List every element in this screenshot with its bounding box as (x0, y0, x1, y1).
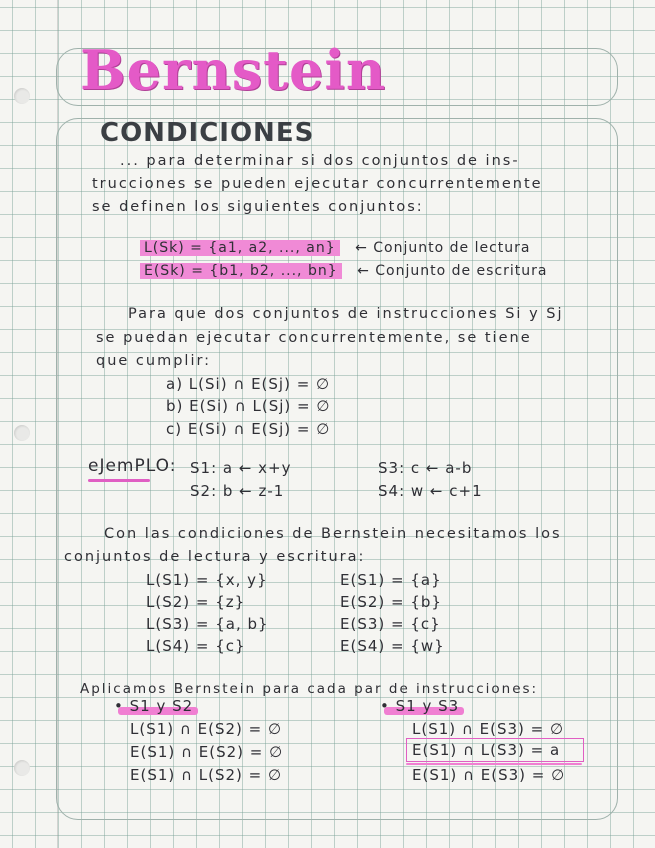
pair-line: E(S1) ∩ L(S2) = ∅ (130, 766, 283, 784)
definition-read (140, 240, 530, 256)
intro-line: trucciones se pueden ejecutar concurrentemente (92, 176, 543, 192)
intro-line: ... para determinar si dos conjuntos de ins- (120, 153, 520, 169)
para3-line: Con las condiciones de Bernstein necesitamos los (104, 526, 562, 542)
definition-formula: L(Sk) = {a1, a2, ..., an} (140, 240, 340, 256)
pair-line: L(S1) ∩ E(S2) = ∅ (130, 720, 283, 738)
pair-label: • S1 y S3 (380, 697, 460, 715)
instruction-s1: S1: a ← x+y (190, 459, 292, 477)
write-set-s1: E(S1) = {a} (340, 571, 442, 589)
result-underline (406, 763, 582, 765)
definition-formula: E(Sk) = {b1, b2, ..., bn} (140, 263, 342, 279)
read-set-s4: L(S4) = {c} (146, 637, 246, 655)
binder-hole (14, 760, 30, 776)
example-underline (88, 479, 150, 482)
binder-hole (14, 88, 30, 104)
condition-b: b) E(Si) ∩ L(Sj) = ∅ (166, 397, 331, 415)
definition-note: ← Conjunto de escritura (357, 263, 548, 279)
instruction-s4: S4: w ← c+1 (378, 482, 483, 500)
pair-line: E(S1) ∩ E(S2) = ∅ (130, 743, 284, 761)
read-set-s1: L(S1) = {x, y} (146, 571, 268, 589)
definition-write (140, 263, 548, 279)
write-set-s4: E(S4) = {w} (340, 637, 445, 655)
read-set-s3: L(S3) = {a, b} (146, 615, 269, 633)
para3-line: conjuntos de lectura y escritura: (64, 549, 366, 565)
write-set-s3: E(S3) = {c} (340, 615, 441, 633)
read-set-s2: L(S2) = {z} (146, 593, 246, 611)
write-set-s2: E(S2) = {b} (340, 593, 442, 611)
condition-c: c) E(Si) ∩ E(Sj) = ∅ (166, 420, 331, 438)
pair-line: E(S1) ∩ L(S3) = a (412, 741, 561, 759)
pair-line: L(S1) ∩ E(S3) = ∅ (412, 720, 565, 738)
page-title: Bernstein (80, 38, 387, 102)
section-heading: CONDICIONES (100, 118, 315, 148)
para2-line: se puedan ejecutar concurrentemente, se tiene (96, 330, 532, 346)
para4-line: Aplicamos Bernstein para cada par de instrucciones: (80, 681, 539, 697)
condition-a: a) L(Si) ∩ E(Sj) = ∅ (166, 375, 331, 393)
pair-line: E(S1) ∩ E(S3) = ∅ (412, 766, 566, 784)
para2-line: Para que dos conjuntos de instrucciones Si y Sj (128, 306, 564, 322)
intro-line: se definen los siguientes conjuntos: (92, 199, 424, 215)
binder-hole (14, 425, 30, 441)
para2-line: que cumplir: (96, 353, 212, 369)
instruction-s2: S2: b ← z-1 (190, 482, 285, 500)
pair-label: • S1 y S2 (114, 697, 194, 715)
instruction-s3: S3: c ← a-b (378, 459, 473, 477)
example-label: eJemPLO: (88, 456, 177, 476)
definition-note: ← Conjunto de lectura (355, 240, 531, 256)
